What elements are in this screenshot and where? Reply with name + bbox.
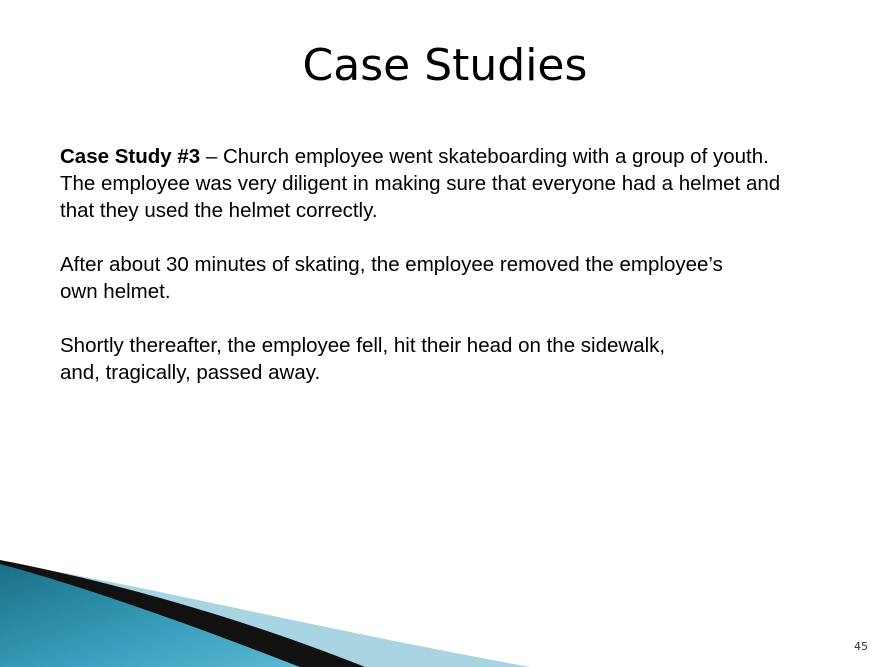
decorative-wave [0,540,600,667]
paragraph-3 [60,332,860,386]
p2-line2: own helmet. [60,280,171,303]
p3-line2: and, tragically, passed away. [60,361,321,384]
paragraph-1 [60,143,860,224]
slide-title: Case Studies [302,40,588,91]
p2-line1: After about 30 minutes of skating, the employee removed the employee’s [60,253,723,276]
p1-lead: – Church employee went skateboarding with a group of youth. [200,145,769,168]
p3-line1: Shortly thereafter, the employee fell, hit their head on the sidewalk, [60,334,666,357]
p1-line3: that they used the helmet correctly. [60,199,378,222]
page-number: 45 [854,640,868,653]
slide-body [60,143,860,413]
case-label: Case Study #3 [60,145,201,168]
paragraph-2 [60,251,860,305]
p1-line2: The employee was very diligent in making sure that everyone had a helmet and [60,172,781,195]
